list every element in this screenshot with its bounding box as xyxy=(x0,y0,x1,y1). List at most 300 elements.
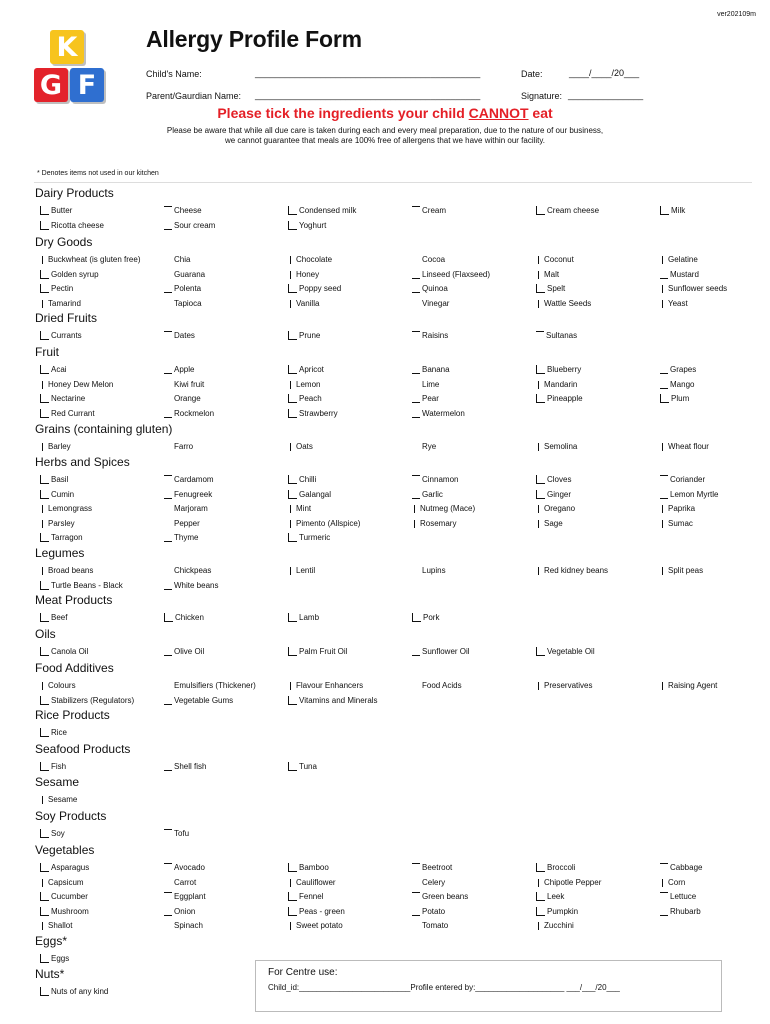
allergen-item[interactable] xyxy=(412,281,448,293)
allergen-item[interactable] xyxy=(660,678,717,690)
tick-box[interactable] xyxy=(40,206,49,215)
tick-box[interactable] xyxy=(40,728,49,737)
allergen-item[interactable] xyxy=(40,889,88,901)
allergen-item[interactable] xyxy=(40,826,65,838)
allergen-item[interactable] xyxy=(288,296,319,308)
tick-box[interactable] xyxy=(40,829,49,838)
tick-box[interactable] xyxy=(164,922,172,930)
allergen-item[interactable] xyxy=(40,904,89,916)
allergen-item[interactable] xyxy=(40,951,69,963)
tick-box[interactable] xyxy=(40,647,49,656)
allergen-item[interactable] xyxy=(412,860,452,872)
tick-box[interactable] xyxy=(538,381,542,389)
allergen-item[interactable] xyxy=(40,610,67,622)
allergen-item[interactable] xyxy=(288,904,345,916)
tick-box[interactable] xyxy=(42,520,46,528)
tick-box[interactable] xyxy=(662,682,666,690)
allergen-item[interactable] xyxy=(536,362,581,374)
allergen-item[interactable] xyxy=(164,918,203,930)
allergen-item[interactable] xyxy=(412,391,439,403)
tick-box[interactable] xyxy=(662,256,666,264)
tick-box[interactable] xyxy=(42,381,46,389)
tick-box[interactable] xyxy=(164,331,172,340)
allergen-item[interactable] xyxy=(660,362,696,374)
date-field[interactable]: ____/____/20___ xyxy=(569,68,640,78)
allergen-item[interactable] xyxy=(536,860,575,872)
allergen-item[interactable] xyxy=(40,792,77,804)
allergen-item[interactable] xyxy=(536,678,592,690)
tick-box[interactable] xyxy=(164,443,172,451)
allergen-item[interactable] xyxy=(660,875,685,887)
tick-box[interactable] xyxy=(288,863,297,872)
allergen-item[interactable] xyxy=(660,487,718,499)
tick-box[interactable] xyxy=(290,520,294,528)
tick-box[interactable] xyxy=(290,682,294,690)
tick-box[interactable] xyxy=(42,879,46,887)
allergen-item[interactable] xyxy=(288,530,330,542)
allergen-item[interactable] xyxy=(164,377,204,389)
allergen-item[interactable] xyxy=(288,918,343,930)
tick-box[interactable] xyxy=(164,505,172,513)
allergen-item[interactable] xyxy=(164,759,206,771)
tick-box[interactable] xyxy=(414,505,418,513)
allergen-item[interactable] xyxy=(40,984,108,996)
allergen-item[interactable] xyxy=(164,218,215,230)
tick-box[interactable] xyxy=(412,206,420,215)
allergen-item[interactable] xyxy=(412,918,448,930)
allergen-item[interactable] xyxy=(536,439,577,451)
allergen-item[interactable] xyxy=(288,610,319,622)
allergen-item[interactable] xyxy=(536,918,574,930)
allergen-item[interactable] xyxy=(412,678,462,690)
tick-box[interactable] xyxy=(164,892,172,901)
tick-box[interactable] xyxy=(288,533,297,542)
tick-box[interactable] xyxy=(288,206,297,215)
allergen-item[interactable] xyxy=(660,501,695,513)
allergen-item[interactable] xyxy=(40,406,95,418)
tick-box[interactable] xyxy=(538,922,542,930)
allergen-item[interactable] xyxy=(164,501,208,513)
tick-box[interactable] xyxy=(288,475,297,484)
allergen-item[interactable] xyxy=(536,875,601,887)
tick-box[interactable] xyxy=(40,533,49,542)
allergen-item[interactable] xyxy=(40,203,72,215)
tick-box[interactable] xyxy=(164,409,172,418)
tick-box[interactable] xyxy=(164,271,172,279)
tick-box[interactable] xyxy=(164,533,172,542)
allergen-item[interactable] xyxy=(660,472,705,484)
tick-box[interactable] xyxy=(660,475,668,484)
allergen-item[interactable] xyxy=(164,362,194,374)
allergen-item[interactable] xyxy=(288,281,341,293)
allergen-item[interactable] xyxy=(164,472,214,484)
tick-box[interactable] xyxy=(40,696,49,705)
allergen-item[interactable] xyxy=(40,918,72,930)
allergen-item[interactable] xyxy=(40,501,92,513)
tick-box[interactable] xyxy=(164,365,172,374)
tick-box[interactable] xyxy=(42,300,46,308)
allergen-item[interactable] xyxy=(40,693,134,705)
allergen-item[interactable] xyxy=(288,563,315,575)
allergen-item[interactable] xyxy=(412,644,470,656)
tick-box[interactable] xyxy=(288,284,297,293)
tick-box[interactable] xyxy=(164,581,172,590)
tick-box[interactable] xyxy=(164,206,172,215)
tick-box[interactable] xyxy=(662,300,666,308)
allergen-item[interactable] xyxy=(412,889,468,901)
allergen-item[interactable] xyxy=(412,610,439,622)
allergen-item[interactable] xyxy=(660,203,685,215)
allergen-item[interactable] xyxy=(40,725,67,737)
allergen-item[interactable] xyxy=(412,501,475,513)
allergen-item[interactable] xyxy=(164,391,201,403)
tick-box[interactable] xyxy=(412,256,420,264)
allergen-item[interactable] xyxy=(164,889,206,901)
tick-box[interactable] xyxy=(40,409,49,418)
allergen-item[interactable] xyxy=(288,218,326,230)
tick-box[interactable] xyxy=(164,256,172,264)
allergen-item[interactable] xyxy=(288,693,378,705)
tick-box[interactable] xyxy=(40,907,49,916)
allergen-item[interactable] xyxy=(660,516,693,528)
allergen-item[interactable] xyxy=(412,377,439,389)
allergen-item[interactable] xyxy=(40,218,104,230)
allergen-item[interactable] xyxy=(412,516,456,528)
tick-box[interactable] xyxy=(40,284,49,293)
allergen-item[interactable] xyxy=(164,610,204,622)
parent-name-field[interactable]: _____________________________________________ xyxy=(255,90,481,100)
tick-box[interactable] xyxy=(412,443,420,451)
allergen-item[interactable] xyxy=(40,281,73,293)
tick-box[interactable] xyxy=(290,256,294,264)
allergen-item[interactable] xyxy=(288,487,331,499)
allergen-item[interactable] xyxy=(412,328,448,340)
tick-box[interactable] xyxy=(164,879,172,887)
tick-box[interactable] xyxy=(662,505,666,513)
tick-box[interactable] xyxy=(536,365,545,374)
tick-box[interactable] xyxy=(290,505,294,513)
tick-box[interactable] xyxy=(536,284,545,293)
tick-box[interactable] xyxy=(40,365,49,374)
allergen-item[interactable] xyxy=(40,472,68,484)
allergen-item[interactable] xyxy=(164,252,190,264)
allergen-item[interactable] xyxy=(536,377,577,389)
tick-box[interactable] xyxy=(412,381,420,389)
allergen-item[interactable] xyxy=(40,391,85,403)
tick-box[interactable] xyxy=(40,581,49,590)
allergen-item[interactable] xyxy=(40,252,141,264)
tick-box[interactable] xyxy=(42,922,46,930)
tick-box[interactable] xyxy=(538,682,542,690)
allergen-item[interactable] xyxy=(660,889,696,901)
allergen-item[interactable] xyxy=(164,860,205,872)
allergen-item[interactable] xyxy=(288,439,313,451)
tick-box[interactable] xyxy=(288,892,297,901)
tick-box[interactable] xyxy=(662,520,666,528)
tick-box[interactable] xyxy=(40,613,49,622)
allergen-item[interactable] xyxy=(536,516,563,528)
tick-box[interactable] xyxy=(536,331,544,340)
allergen-item[interactable] xyxy=(412,904,445,916)
allergen-item[interactable] xyxy=(288,362,324,374)
allergen-item[interactable] xyxy=(412,362,450,374)
tick-box[interactable] xyxy=(290,271,294,279)
tick-box[interactable] xyxy=(288,365,297,374)
allergen-item[interactable] xyxy=(40,487,74,499)
tick-box[interactable] xyxy=(288,331,297,340)
allergen-item[interactable] xyxy=(288,203,356,215)
tick-box[interactable] xyxy=(42,505,46,513)
allergen-item[interactable] xyxy=(412,487,443,499)
tick-box[interactable] xyxy=(412,892,420,901)
tick-box[interactable] xyxy=(40,394,49,403)
tick-box[interactable] xyxy=(412,409,420,418)
tick-box[interactable] xyxy=(164,284,172,293)
tick-box[interactable] xyxy=(660,892,668,901)
tick-box[interactable] xyxy=(662,285,666,293)
allergen-item[interactable] xyxy=(412,203,446,215)
tick-box[interactable] xyxy=(290,922,294,930)
tick-box[interactable] xyxy=(536,647,545,656)
allergen-item[interactable] xyxy=(288,501,311,513)
tick-box[interactable] xyxy=(412,475,420,484)
allergen-item[interactable] xyxy=(536,487,571,499)
allergen-item[interactable] xyxy=(164,678,256,690)
tick-box[interactable] xyxy=(538,505,542,513)
allergen-item[interactable] xyxy=(412,439,436,451)
allergen-item[interactable] xyxy=(164,406,214,418)
allergen-item[interactable] xyxy=(40,296,81,308)
allergen-item[interactable] xyxy=(40,328,82,340)
tick-box[interactable] xyxy=(164,829,172,838)
allergen-item[interactable] xyxy=(660,860,702,872)
allergen-item[interactable] xyxy=(288,678,363,690)
allergen-item[interactable] xyxy=(164,875,196,887)
tick-box[interactable] xyxy=(538,879,542,887)
tick-box[interactable] xyxy=(288,409,297,418)
tick-box[interactable] xyxy=(42,256,46,264)
allergen-item[interactable] xyxy=(288,759,317,771)
tick-box[interactable] xyxy=(164,613,173,622)
tick-box[interactable] xyxy=(288,907,297,916)
tick-box[interactable] xyxy=(536,892,545,901)
allergen-item[interactable] xyxy=(164,487,212,499)
tick-box[interactable] xyxy=(412,365,420,374)
tick-box[interactable] xyxy=(290,381,294,389)
tick-box[interactable] xyxy=(40,954,49,963)
tick-box[interactable] xyxy=(164,696,172,705)
allergen-item[interactable] xyxy=(660,904,701,916)
allergen-item[interactable] xyxy=(40,362,67,374)
tick-box[interactable] xyxy=(40,490,49,499)
tick-box[interactable] xyxy=(164,762,172,771)
allergen-item[interactable] xyxy=(288,644,347,656)
allergen-item[interactable] xyxy=(660,267,699,279)
centre-use-line[interactable]: Child_id:_________________________Profile entered by:____________________ ___/___/20___ xyxy=(268,983,620,992)
tick-box[interactable] xyxy=(290,300,294,308)
tick-box[interactable] xyxy=(660,863,668,872)
tick-box[interactable] xyxy=(288,762,297,771)
allergen-item[interactable] xyxy=(536,328,577,340)
tick-box[interactable] xyxy=(42,443,46,451)
allergen-item[interactable] xyxy=(412,252,445,264)
allergen-item[interactable] xyxy=(536,252,574,264)
tick-box[interactable] xyxy=(412,879,420,887)
allergen-item[interactable] xyxy=(288,377,320,389)
allergen-item[interactable] xyxy=(536,391,583,403)
allergen-item[interactable] xyxy=(164,203,202,215)
allergen-item[interactable] xyxy=(40,759,66,771)
allergen-item[interactable] xyxy=(660,252,698,264)
tick-box[interactable] xyxy=(662,443,666,451)
tick-box[interactable] xyxy=(412,300,420,308)
allergen-item[interactable] xyxy=(288,406,338,418)
allergen-item[interactable] xyxy=(164,904,195,916)
tick-box[interactable] xyxy=(660,907,668,916)
allergen-item[interactable] xyxy=(164,530,198,542)
allergen-item[interactable] xyxy=(164,644,204,656)
tick-box[interactable] xyxy=(40,987,49,996)
tick-box[interactable] xyxy=(538,271,542,279)
tick-box[interactable] xyxy=(290,879,294,887)
tick-box[interactable] xyxy=(42,682,46,690)
allergen-item[interactable] xyxy=(412,472,458,484)
allergen-item[interactable] xyxy=(164,328,195,340)
tick-box[interactable] xyxy=(164,907,172,916)
tick-box[interactable] xyxy=(40,762,49,771)
tick-box[interactable] xyxy=(288,613,297,622)
allergen-item[interactable] xyxy=(536,563,608,575)
tick-box[interactable] xyxy=(536,394,545,403)
allergen-item[interactable] xyxy=(40,516,75,528)
tick-box[interactable] xyxy=(412,490,420,499)
allergen-item[interactable] xyxy=(412,267,490,279)
allergen-item[interactable] xyxy=(412,563,446,575)
allergen-item[interactable] xyxy=(40,267,99,279)
tick-box[interactable] xyxy=(288,221,297,230)
tick-box[interactable] xyxy=(536,863,545,872)
tick-box[interactable] xyxy=(412,284,420,293)
tick-box[interactable] xyxy=(164,647,172,656)
allergen-item[interactable] xyxy=(164,281,201,293)
tick-box[interactable] xyxy=(40,221,49,230)
tick-box[interactable] xyxy=(660,206,669,215)
tick-box[interactable] xyxy=(412,682,420,690)
allergen-item[interactable] xyxy=(660,391,689,403)
allergen-item[interactable] xyxy=(288,472,316,484)
tick-box[interactable] xyxy=(288,394,297,403)
allergen-item[interactable] xyxy=(412,406,465,418)
tick-box[interactable] xyxy=(412,394,420,403)
allergen-item[interactable] xyxy=(288,328,320,340)
allergen-item[interactable] xyxy=(40,439,71,451)
allergen-item[interactable] xyxy=(536,904,578,916)
allergen-item[interactable] xyxy=(536,203,599,215)
allergen-item[interactable] xyxy=(288,875,336,887)
allergen-item[interactable] xyxy=(164,516,200,528)
tick-box[interactable] xyxy=(536,907,545,916)
allergen-item[interactable] xyxy=(164,826,189,838)
allergen-item[interactable] xyxy=(412,875,445,887)
tick-box[interactable] xyxy=(40,892,49,901)
allergen-item[interactable] xyxy=(536,889,564,901)
tick-box[interactable] xyxy=(536,490,545,499)
tick-box[interactable] xyxy=(40,475,49,484)
allergen-item[interactable] xyxy=(412,296,449,308)
tick-box[interactable] xyxy=(538,443,542,451)
tick-box[interactable] xyxy=(164,475,172,484)
tick-box[interactable] xyxy=(164,381,172,389)
allergen-item[interactable] xyxy=(660,563,703,575)
tick-box[interactable] xyxy=(660,394,669,403)
tick-box[interactable] xyxy=(536,206,545,215)
tick-box[interactable] xyxy=(412,922,420,930)
tick-box[interactable] xyxy=(660,380,668,389)
allergen-item[interactable] xyxy=(288,252,332,264)
tick-box[interactable] xyxy=(412,331,420,340)
tick-box[interactable] xyxy=(538,256,542,264)
tick-box[interactable] xyxy=(536,475,545,484)
allergen-item[interactable] xyxy=(164,296,202,308)
child-name-field[interactable]: _____________________________________________ xyxy=(255,68,481,78)
tick-box[interactable] xyxy=(164,490,172,499)
tick-box[interactable] xyxy=(290,443,294,451)
allergen-item[interactable] xyxy=(40,530,83,542)
tick-box[interactable] xyxy=(412,613,421,622)
tick-box[interactable] xyxy=(164,221,172,230)
tick-box[interactable] xyxy=(538,567,542,575)
tick-box[interactable] xyxy=(42,567,46,575)
tick-box[interactable] xyxy=(412,863,420,872)
allergen-item[interactable] xyxy=(40,578,123,590)
allergen-item[interactable] xyxy=(660,439,709,451)
tick-box[interactable] xyxy=(538,300,542,308)
allergen-item[interactable] xyxy=(660,281,727,293)
allergen-item[interactable] xyxy=(288,391,322,403)
allergen-item[interactable] xyxy=(164,267,205,279)
tick-box[interactable] xyxy=(660,365,668,374)
allergen-item[interactable] xyxy=(536,644,595,656)
tick-box[interactable] xyxy=(660,270,668,279)
tick-box[interactable] xyxy=(288,647,297,656)
tick-box[interactable] xyxy=(164,520,172,528)
tick-box[interactable] xyxy=(288,490,297,499)
allergen-item[interactable] xyxy=(40,563,93,575)
tick-box[interactable] xyxy=(660,490,668,499)
allergen-item[interactable] xyxy=(536,281,565,293)
allergen-item[interactable] xyxy=(164,563,211,575)
allergen-item[interactable] xyxy=(164,439,193,451)
tick-box[interactable] xyxy=(40,863,49,872)
allergen-item[interactable] xyxy=(536,501,575,513)
allergen-item[interactable] xyxy=(536,472,571,484)
allergen-item[interactable] xyxy=(40,875,84,887)
tick-box[interactable] xyxy=(662,567,666,575)
tick-box[interactable] xyxy=(164,682,172,690)
allergen-item[interactable] xyxy=(660,377,694,389)
allergen-item[interactable] xyxy=(288,889,323,901)
tick-box[interactable] xyxy=(412,647,420,656)
tick-box[interactable] xyxy=(164,395,172,403)
allergen-item[interactable] xyxy=(660,296,688,308)
tick-box[interactable] xyxy=(40,270,49,279)
tick-box[interactable] xyxy=(290,567,294,575)
tick-box[interactable] xyxy=(412,907,420,916)
allergen-item[interactable] xyxy=(288,516,360,528)
allergen-item[interactable] xyxy=(40,860,89,872)
allergen-item[interactable] xyxy=(164,693,233,705)
tick-box[interactable] xyxy=(42,796,46,804)
